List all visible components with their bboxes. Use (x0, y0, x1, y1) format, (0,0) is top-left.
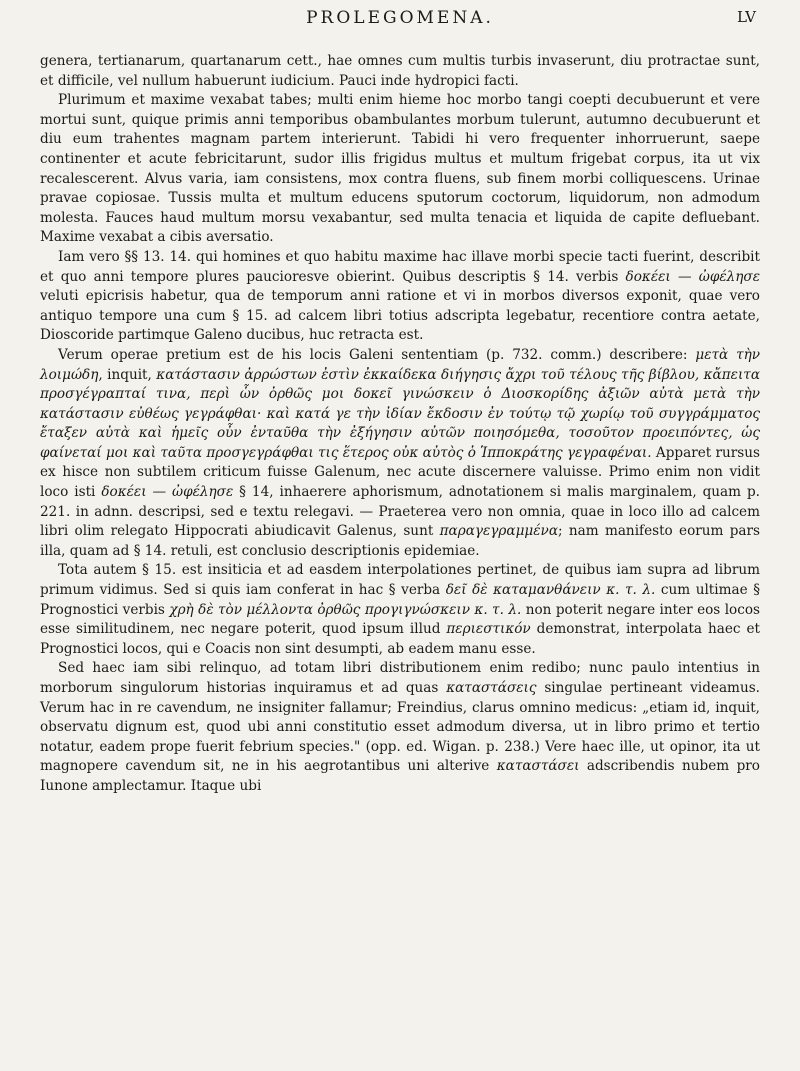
page-header (40, 8, 760, 34)
running-head: PROLEGOMENA. (306, 8, 494, 28)
text-segment: § 14, inhaerere aphorismum, adnotationem si malis marginalem, quam p. 221. in adnn. descripsi, sed e textu relegavi. — Praeterea vero non omnia, quae in loco illo ad calcem libri olim relegato Hippocrati abiudicavit Galenus, sunt (40, 484, 761, 540)
text-segment: ; nam manifesto eorum pars illa, quam ad § 14. retuli, est conclusio descriptionis epidemiae. (40, 523, 760, 559)
text-segment: veluti epicrisis habetur, qua de temporum anni ratione et vi in morbos diversos exponit, quae vero antiquo tempore una cum § 15. ad calcem libri totius adscripta legebatur, recentiore contra aetate, Dioscoride partimque Galeno ducibus, huc retracta est. (40, 288, 760, 344)
greek-quotation: δεῖ δὲ καταμανθάνειν κ. τ. λ. (445, 582, 656, 599)
paragraph (40, 659, 760, 796)
text-segment: Sed haec iam sibi relinquo, ad totam libri distributionem enim redibo; nunc paulo intentius in morborum singulorum historias inquiramus et ad quas (40, 660, 760, 696)
page-number: LV (736, 8, 756, 26)
text-segment: Plurimum et maxime vexabat tabes; multi enim hieme hoc morbo tangi coepti decubuerunt et vere mortui sunt, quique primis anni temporibus obambulantes morbum tulerunt, autumno decubuerunt et diu eum trahentes magnam partem interierunt. Tabidi hi vero frequenter inhorruerunt, saepe continenter et acute febricitarunt, sudor illis frigidus multus et multum frigebat corpus, ita ut vix recalescerent. Alvus varia, iam consistens, mox contra fluens, sub finem morbi colliquescens. Urinae pravae copiosae. Tussis multa et multum educens sputorum coctorum, liquidorum, non admodum molesta. Fauces haud multum morsu vexabantur, sed multa tenacia et liquida de capite defluebant. Maxime vexabat a cibis aversatio. (40, 92, 760, 246)
text-segment: genera, tertianarum, quartanarum cett., hae omnes cum multis turbis invaserunt, diu protractae sunt, et difficile, vel nullum habuerunt iudicium. Pauci inde hydropici facti. (40, 53, 760, 89)
text-segment: Apparet rursus ex hisce non subtilem criticum fuisse Galenum, nec acute discernere valuisse. Primo enim non vidit loco isti (40, 444, 761, 501)
body-text (40, 52, 760, 797)
greek-quotation: περιεστικόν (446, 621, 531, 638)
text-segment: Tota autem § 15. est insiticia et ad easdem interpolationes pertinet, de quibus iam supra ad librum primum vidimus. Sed si quis iam conferat in hac § verba (40, 562, 760, 599)
greek-quotation: καταστάσεις (446, 680, 537, 696)
greek-quotation: μετὰ τὴν λοιμώδη (40, 346, 760, 383)
paragraph (40, 561, 760, 659)
paragraph (40, 346, 760, 562)
greek-quotation: κατάστασιν ἀρρώστων ἐστὶν ἐκκαίδεκα διήγησις ἄχρι τοῦ τέλους τῆς βίβλου, κἄπειτα προσγέγραπταί τινα, περὶ ὧν ὀρθῶς μοι δοκεῖ γινώσκειν ὁ Διοσκορίδης ἀξιῶν αὐτὰ μετὰ τὴν κατάστασιν εὐθέως γεγράφθαι· καὶ κατά γε τὴν ἰδίαν ἔκδοσιν ἐν τούτῳ τῷ χωρίῳ τοῦ συγγράμματος ἔταξεν αὐτὰ καὶ ἡμεῖς οὖν ἐνταῦθα τὴν ἐξήγησιν αὐτῶν ποιησόμεθα, τοσοῦτον προειπόντες, ὡς φαίνεταί μοι καὶ ταῦτα προσγεγράφθαι τις ἕτερος οὐκ αὐτὸς ὁ Ἱπποκράτης γεγραφέναι. (40, 366, 760, 461)
text-segment: adscribendis nubem pro Iunone amplectamur. Itaque ubi (40, 758, 760, 794)
greek-quotation: παραγεγραμμένα (439, 523, 559, 540)
paragraph (40, 91, 760, 248)
paragraph (40, 52, 760, 91)
text-segment: cum ultimae § Prognostici verbis (40, 582, 760, 618)
text-segment: Iam vero §§ 13. 14. qui homines et quo habitu maxime hac illave morbi specie tacti fuerint, describit et quo anni tempore plures paucioresve obierint. Quibus descriptis § 14. verbis (40, 248, 760, 285)
greek-quotation: δοκέει — ὠφέλησε (625, 268, 760, 285)
paragraph (40, 248, 760, 346)
greek-quotation: δοκέει — ὠφέλησε (101, 484, 234, 501)
text-segment: demonstrat, interpolata haec et Prognostici locos, qui e Coacis non sint desumpti, ab eadem manu esse. (40, 621, 760, 657)
text-segment: singulae pertineant videamus. Verum hac in re cavendum, ne insigniter fallamur; Freindius, clarus omnino medicus: „etiam id, inquit, observatu dignum est, quod ubi anni constitutio esset admodum diversa, ut in libro primo et tertio notatur, eadem prope fuerit febrium species." (opp. ed. Wigan. p. 238.) Vere haec ille, ut opinor, ita ut magnopere cavendum sit, ne in his aegrotantibus uni alterive (40, 680, 760, 775)
text-segment: , inquit, (98, 366, 157, 383)
greek-quotation: χρὴ δὲ τὸν μέλλοντα ὀρθῶς προγιγνώσκειν κ. τ. λ. (169, 601, 522, 618)
text-segment: non poterit negare inter eos locos esse similitudinem, nec negare poterit, quod ipsum illud (40, 601, 761, 638)
greek-quotation: καταστάσει (496, 758, 580, 775)
text-segment: Verum operae pretium est de his locis Galeni sententiam (p. 732. comm.) describere: (58, 346, 696, 363)
